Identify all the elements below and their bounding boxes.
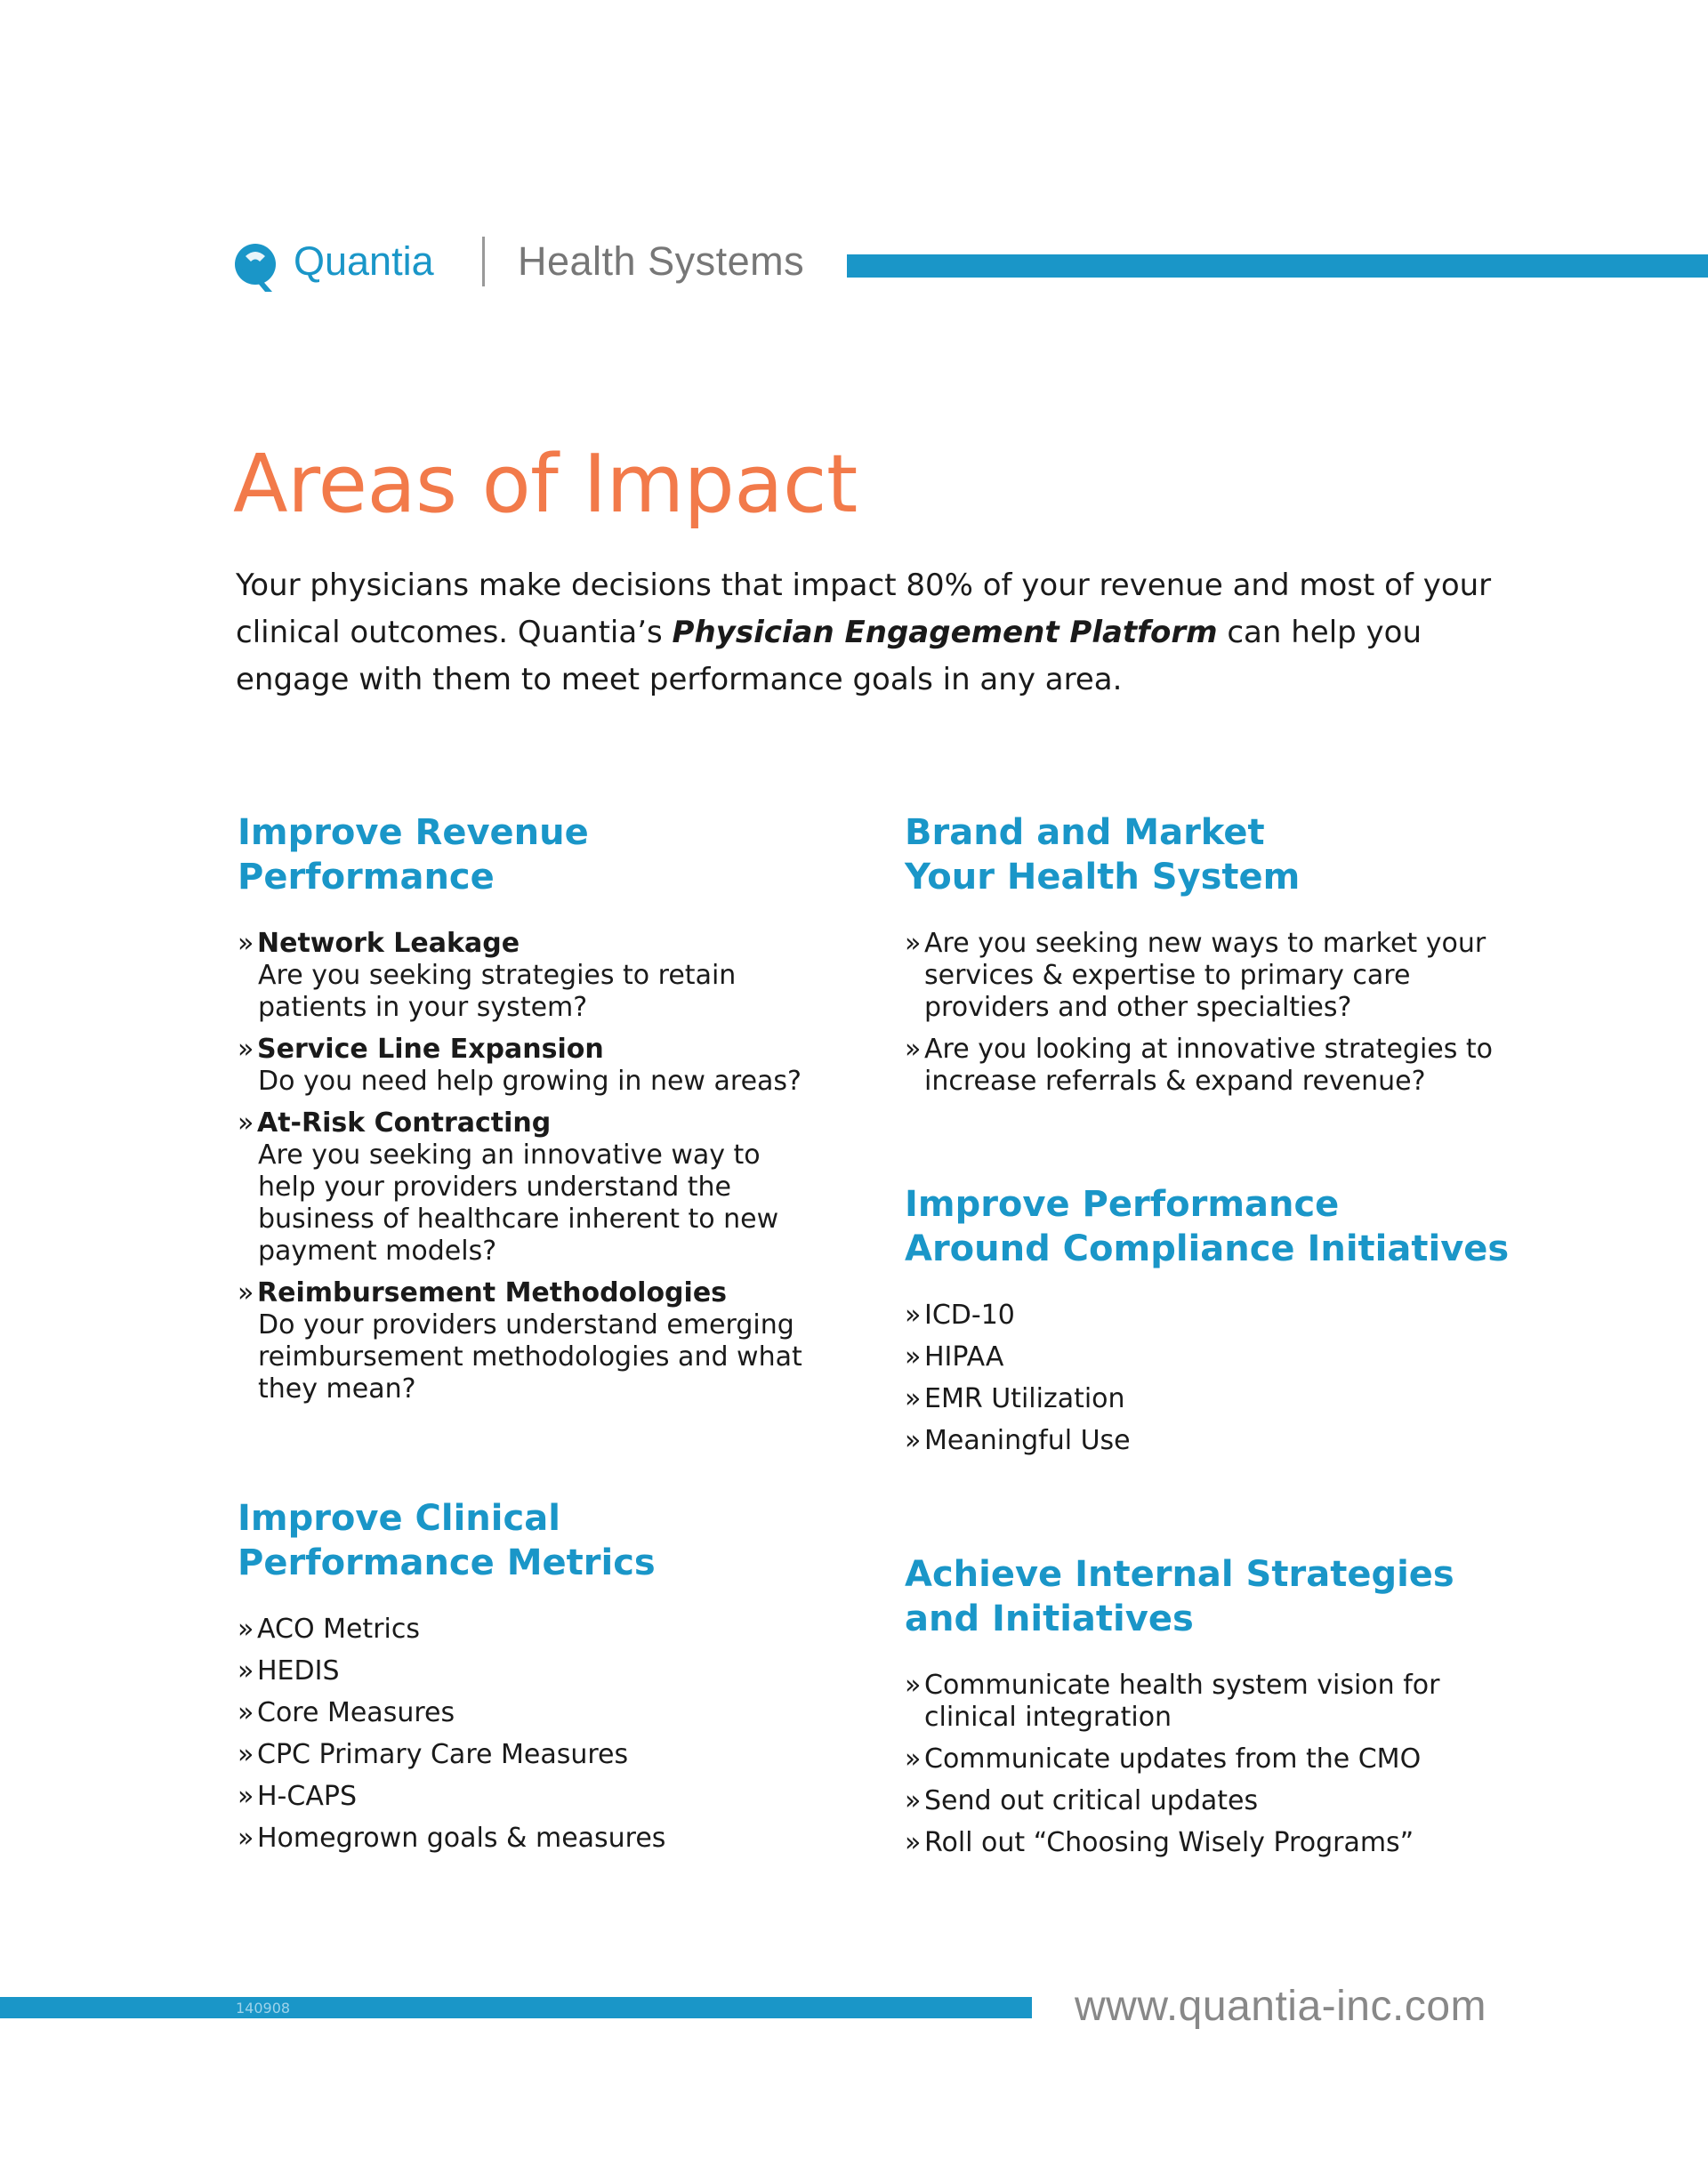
list-item: » Meaningful Use [905, 1425, 1510, 1457]
section-title-line: Performance [238, 857, 495, 898]
section-title-line: Achieve Internal Strategies [905, 1554, 1454, 1595]
section-title-line: Around Compliance Initiatives [905, 1228, 1510, 1269]
list-item: » Send out critical updates [905, 1785, 1510, 1817]
list-item [238, 1107, 825, 1268]
page-title: Areas of Impact [233, 438, 858, 531]
section-title-line: Your Health System [905, 857, 1301, 898]
list-item: » H-CAPS [238, 1781, 825, 1813]
list-item [238, 928, 825, 1024]
section-title-line: Improve Revenue [238, 812, 589, 853]
list-item: » Homegrown goals & measures [238, 1823, 825, 1855]
list-item: » Core Measures [238, 1697, 825, 1729]
header-divider [482, 237, 485, 286]
compliance-list [905, 1300, 1510, 1457]
list-item: » CPC Primary Care Measures [238, 1739, 825, 1771]
revenue-list [238, 928, 825, 1405]
list-item: » Are you seeking new ways to market your services & expertise to primary care providers and other specialties? [905, 928, 1510, 1024]
section-internal [905, 1552, 1510, 1869]
section-title [238, 1496, 825, 1585]
section-title [905, 810, 1510, 899]
internal-list [905, 1670, 1510, 1859]
intro-emphasis: Physician Engagement Platform [672, 615, 1218, 650]
section-compliance [905, 1182, 1510, 1467]
section-title-line: Brand and Market [905, 812, 1265, 853]
list-item: » HEDIS [238, 1655, 825, 1687]
item-title: » Service Line Expansion [257, 1034, 604, 1065]
item-desc: Are you seeking strategies to retain patients in your system? [258, 960, 737, 1023]
section-brand [905, 810, 1510, 1107]
header [233, 233, 1708, 292]
section-title [905, 1552, 1510, 1641]
header-subtitle: Health Systems [518, 238, 805, 284]
quantia-logo-icon [233, 242, 281, 294]
item-desc: Do you need help growing in new areas? [258, 1066, 802, 1097]
item-desc: Are you seeking an innovative way to help your providers understand the business of healthcare inherent to new payment models? [258, 1139, 779, 1267]
header-accent-bar [847, 254, 1708, 278]
list-item: » Communicate updates from the CMO [905, 1743, 1510, 1775]
list-item: » HIPAA [905, 1341, 1510, 1373]
footer-accent-bar [0, 1997, 1032, 2018]
list-item: » Are you looking at innovative strategies to increase referrals & expand revenue? [905, 1034, 1510, 1098]
section-title-line: Improve Clinical [238, 1498, 560, 1539]
item-desc: Do your providers understand emerging reimbursement methodologies and what they mean? [258, 1309, 802, 1405]
brand-list [905, 928, 1510, 1098]
section-title [238, 810, 825, 899]
section-revenue [238, 810, 825, 1415]
list-item: » Communicate health system vision for clinical integration [905, 1670, 1510, 1734]
section-title-line: Performance Metrics [238, 1542, 656, 1583]
list-item [238, 1034, 825, 1098]
list-item: » Roll out “Choosing Wisely Programs” [905, 1827, 1510, 1859]
section-title-line: Improve Performance [905, 1184, 1340, 1225]
footer-code: 140908 [236, 2000, 291, 2017]
section-title-line: and Initiatives [905, 1598, 1194, 1639]
list-item [238, 1277, 825, 1405]
footer-url[interactable]: www.quantia-inc.com [1075, 1983, 1487, 2030]
item-title: » At-Risk Contracting [257, 1107, 552, 1139]
clinical-list [238, 1614, 825, 1855]
section-clinical [238, 1496, 825, 1864]
list-item: » EMR Utilization [905, 1383, 1510, 1415]
list-item: » ICD-10 [905, 1300, 1510, 1332]
item-title: » Network Leakage [257, 928, 520, 959]
section-title [905, 1182, 1510, 1271]
intro-text-after: can help you engage with them to meet performance goals in any area. [236, 615, 1422, 697]
item-title: » Reimbursement Methodologies [257, 1277, 728, 1308]
intro-paragraph [236, 562, 1517, 704]
list-item: » ACO Metrics [238, 1614, 825, 1646]
intro-text-before: Your physicians make decisions that impact 80% of your revenue and most of your clinical outcomes. Quantia’s [236, 568, 1492, 650]
brand-name: Quantia [294, 238, 434, 284]
